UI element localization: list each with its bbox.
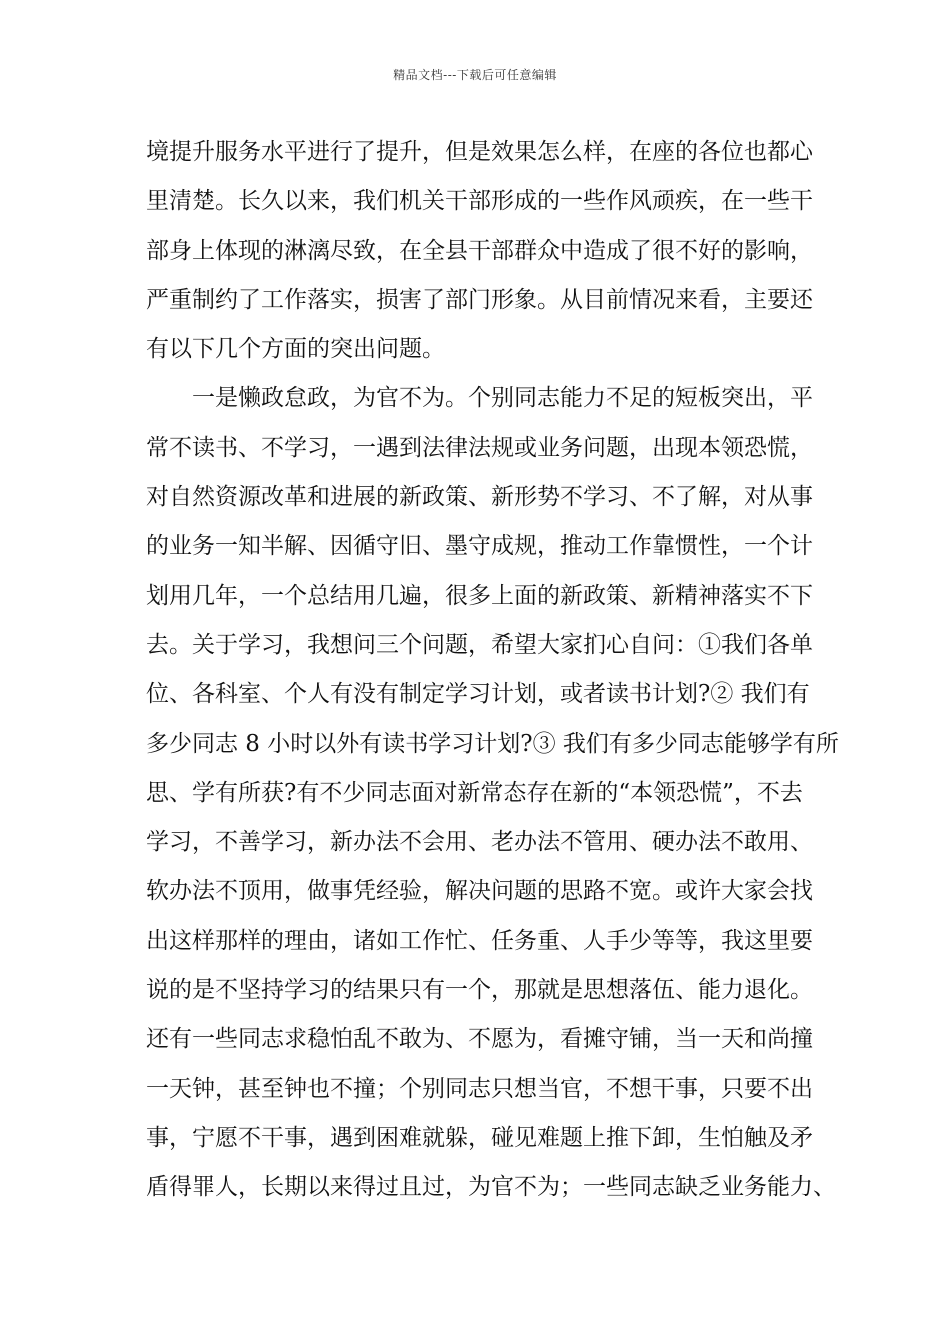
text-line: 盾得罪人，长期以来得过且过，为官不为；一些同志缺乏业务能力、 [146,1174,836,1201]
page-header: 精品文档---下载后可任意编辑 [393,68,557,82]
text-line: 软办法不顶用，做事凭经验，解决问题的思路不宽。或许大家会找 [146,878,813,905]
text-line: 境提升服务水平进行了提升，但是效果怎么样，在座的各位也都心 [146,139,813,165]
text-line: 部身上体现的淋漓尽致，在全县干部群众中造成了很不好的影响， [146,237,813,264]
text-line: 说的是不坚持学习的结果只有一个，那就是思想落伍、能力退化。 [146,977,813,1004]
document-body [146,128,839,1213]
text-line: 对自然资源改革和进展的新政策、新形势不学习、不了解，对从事 [146,484,813,511]
text-line: 的业务一知半解、因循守旧、墨守成规，推动工作靠惯性，一个计 [146,533,813,560]
text-line: 事，宁愿不干事，遇到困难就躲，碰见难题上推下卸，生怕触及矛 [146,1124,813,1151]
text-line: 出这样那样的理由，诸如工作忙、任务重、人手少等等，我这里要 [146,927,813,954]
text-line: 里清楚。长久以来，我们机关干部形成的一些作风顽疾，在一些干 [146,188,813,215]
text-line: 严重制约了工作落实，损害了部门形象。从目前情况来看，主要还 [146,286,813,313]
text-line: 思、学有所获?有不少同志面对新常态存在新的“本领恐慌”，不去 [146,779,803,806]
text-line: 去。关于学习，我想问三个问题，希望大家扪心自问：①我们各单 [146,631,813,658]
text-line: 还有一些同志求稳怕乱不敢为、不愿为，看摊守铺，当一天和尚撞 [146,1026,813,1053]
text-line: 多少同志 8 小时以外有读书学习计划?③ 我们有多少同志能够学有所 [146,730,839,757]
text-line: 划用几年，一个总结用几遍，很多上面的新政策、新精神落实不下 [146,582,813,609]
text-line: 位、各科室、个人有没有制定学习计划，或者读书计划?② 我们有 [146,681,810,708]
text-line: 有以下几个方面的突出问题。 [146,336,445,363]
text-line: 一天钟，甚至钟也不撞；个别同志只想当官，不想干事，只要不出 [146,1075,813,1102]
text-line: 常不读书、不学习，一遇到法律法规或业务问题，出现本领恐慌， [146,434,813,461]
text-line: 学习，不善学习，新办法不会用、老办法不管用、硬办法不敢用、 [146,829,813,856]
paragraph-first-line: 一是懒政怠政，为官不为。个别同志能力不足的短板突出，平 [192,385,813,412]
